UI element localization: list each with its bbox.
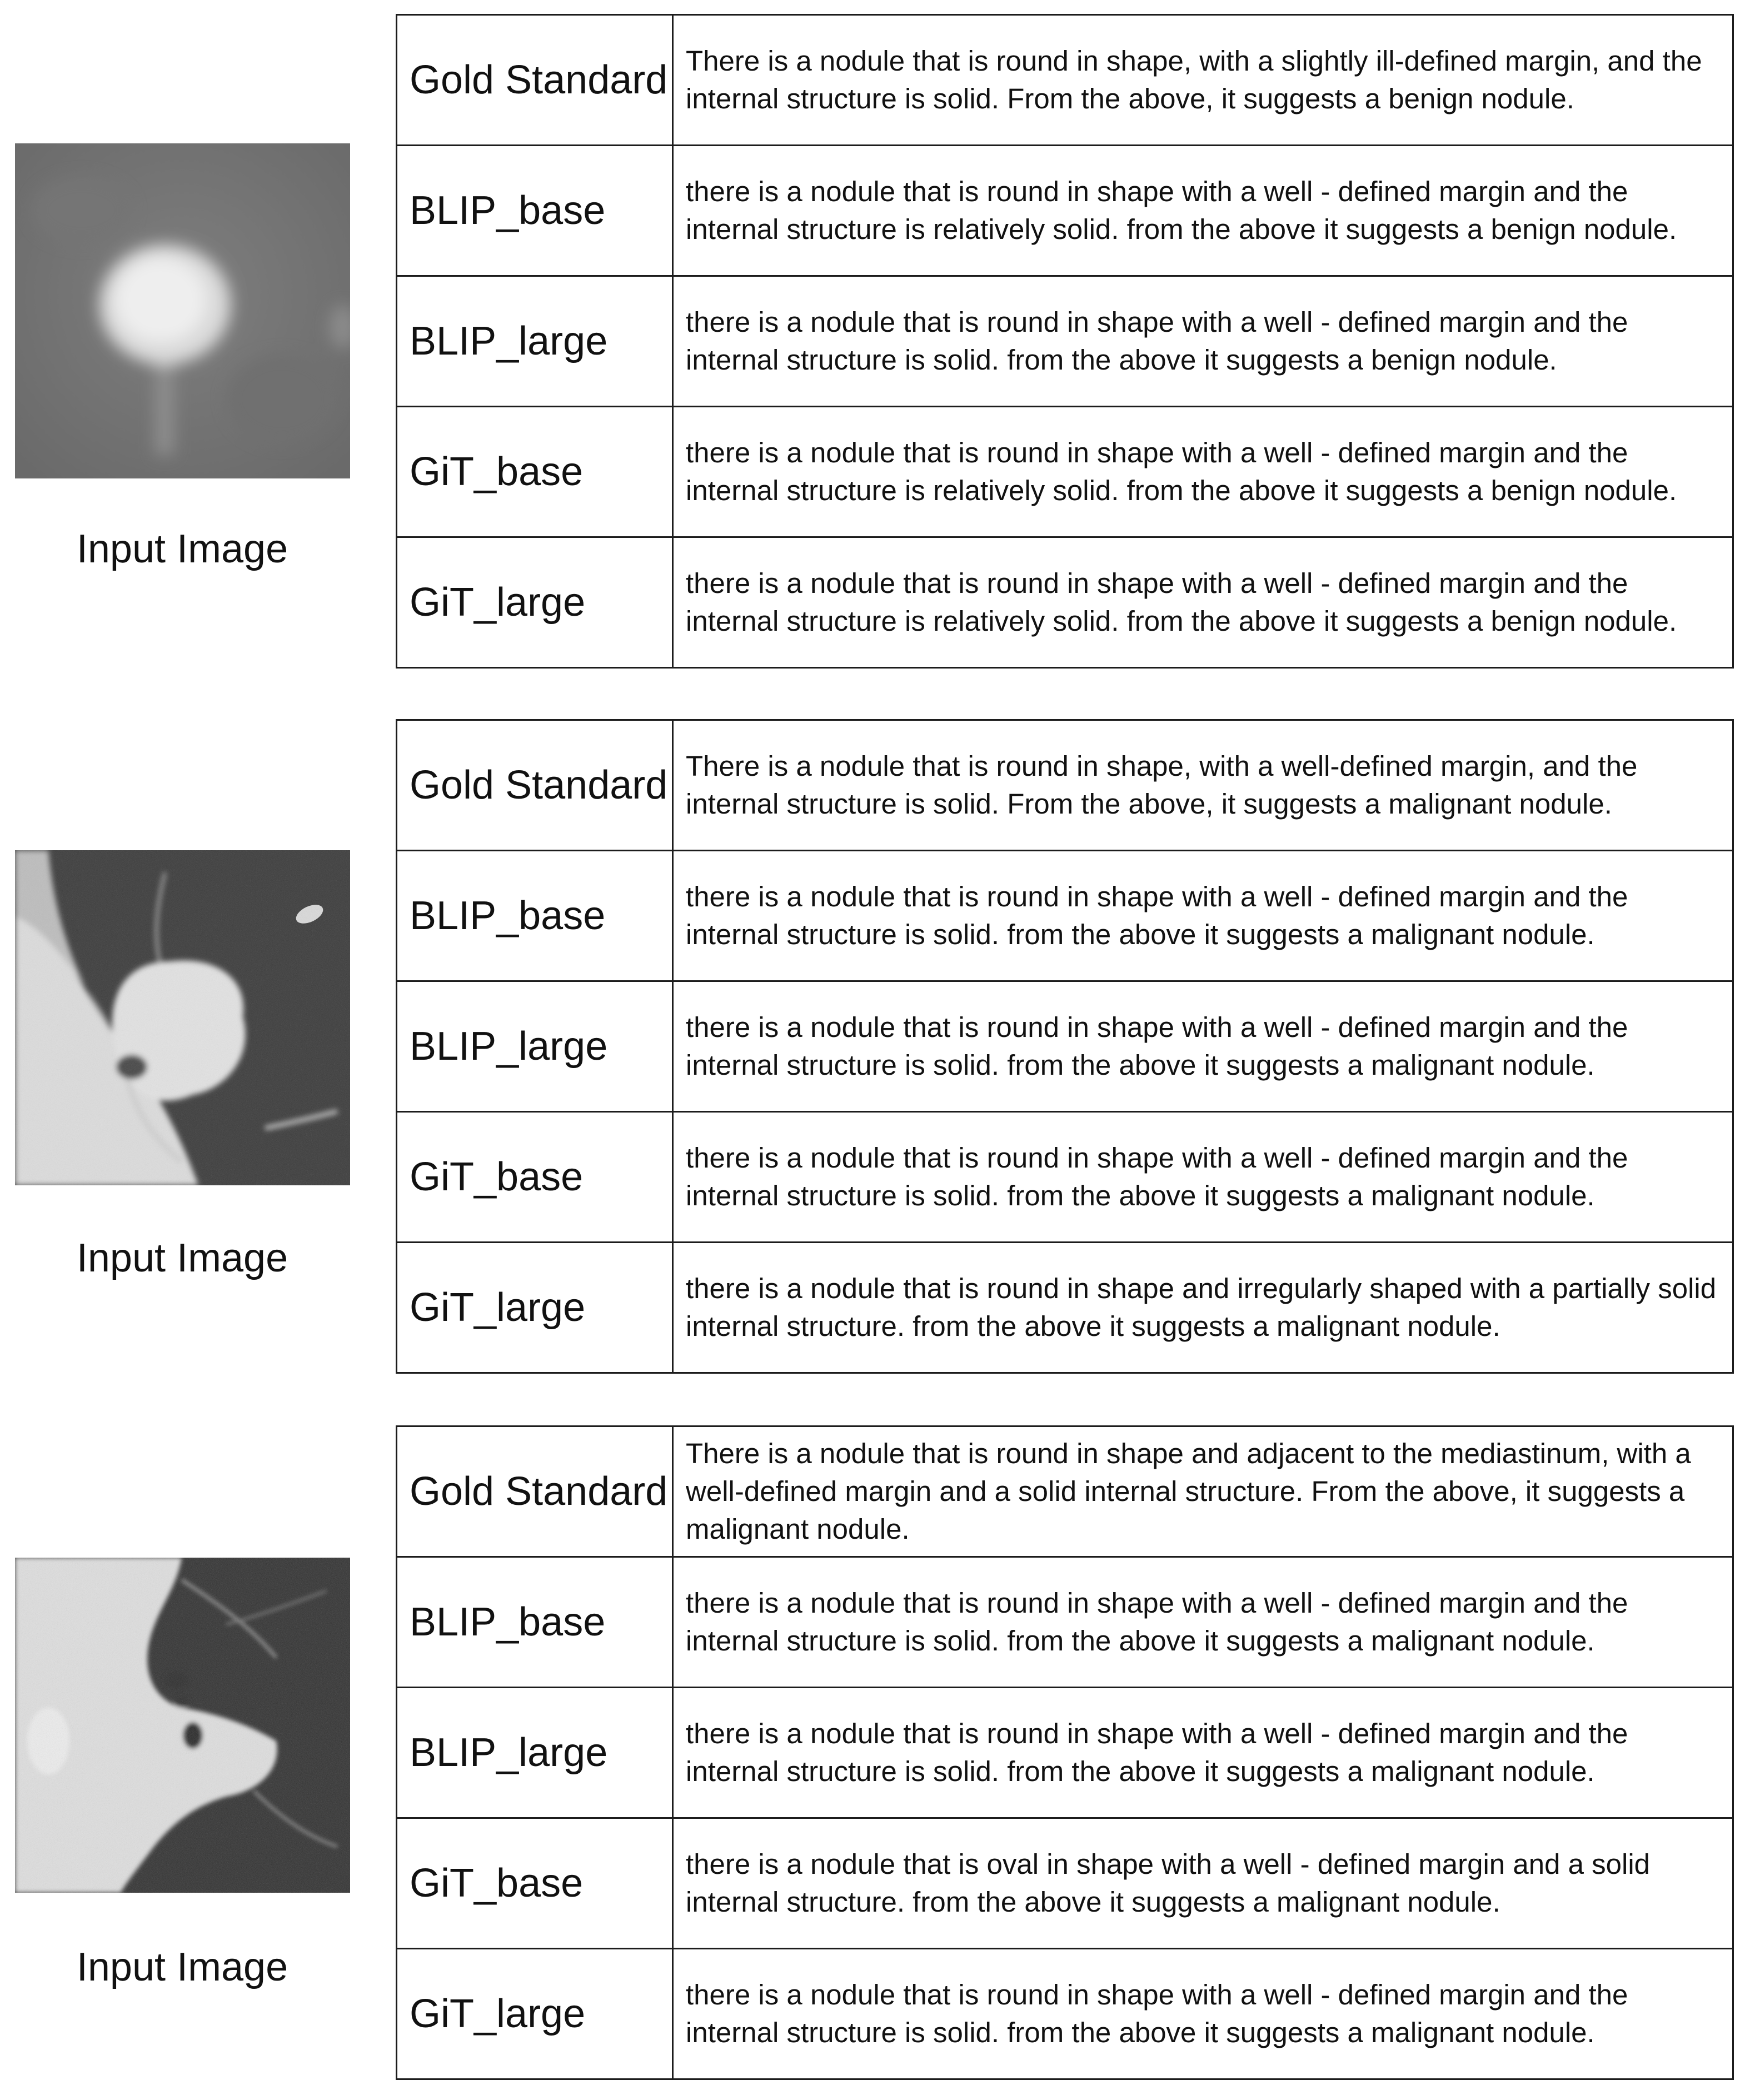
caption-text: there is a nodule that is round in shape with a well - defined margin and the internal structure is solid. from the above it suggests a malignant nodule. (673, 981, 1733, 1112)
input-image-caption: Input Image (76, 1945, 288, 1989)
table-row (397, 276, 1733, 407)
table-row (397, 981, 1733, 1112)
caption-table (396, 719, 1734, 1374)
model-name: BLIP_base (397, 1557, 673, 1688)
table-row (397, 1688, 1733, 1818)
model-name: GiT_base (397, 407, 673, 537)
model-name: Gold Standard (397, 720, 673, 851)
table-row (397, 851, 1733, 981)
table-row (397, 1112, 1733, 1243)
caption-text: there is a nodule that is round in shape and irregularly shaped with a partially solid internal structure. from the above it suggests a malignant nodule. (673, 1243, 1733, 1373)
caption-text: there is a nodule that is oval in shape with a well - defined margin and a solid internal structure. from the above it suggests a malignant nodule. (673, 1818, 1733, 1949)
model-name: GiT_base (397, 1818, 673, 1949)
caption-text: there is a nodule that is round in shape with a well - defined margin and the internal structure is relatively solid. from the above it suggests a benign nodule. (673, 146, 1733, 276)
model-name: BLIP_base (397, 146, 673, 276)
model-name: GiT_large (397, 537, 673, 668)
table-row (397, 1243, 1733, 1373)
ct-image-mediastinal-nodule (15, 1558, 350, 1893)
table-row (397, 537, 1733, 668)
caption-table (396, 1425, 1734, 2080)
model-name: BLIP_large (397, 276, 673, 407)
caption-text: there is a nodule that is round in shape with a well - defined margin and the internal structure is solid. from the above it suggests a malignant nodule. (673, 851, 1733, 981)
table-row (397, 15, 1733, 146)
caption-text: There is a nodule that is round in shape, with a well-defined margin, and the internal structure is solid. From the above, it suggests a malignant nodule. (673, 720, 1733, 851)
model-name: BLIP_base (397, 851, 673, 981)
table-row (397, 1818, 1733, 1949)
model-name: Gold Standard (397, 15, 673, 146)
table-row (397, 1426, 1733, 1557)
caption-text: there is a nodule that is round in shape with a well - defined margin and the internal structure is solid. from the above it suggests a benign nodule. (673, 276, 1733, 407)
caption-text: there is a nodule that is round in shape with a well - defined margin and the internal structure is solid. from the above it suggests a malignant nodule. (673, 1112, 1733, 1243)
caption-text: there is a nodule that is round in shape with a well - defined margin and the internal structure is relatively solid. from the above it suggests a benign nodule. (673, 537, 1733, 668)
ct-image-benign-nodule (15, 143, 350, 478)
caption-table (396, 14, 1734, 669)
caption-text: there is a nodule that is round in shape with a well - defined margin and the internal structure is solid. from the above it suggests a malignant nodule. (673, 1688, 1733, 1818)
model-name: BLIP_large (397, 1688, 673, 1818)
model-name: GiT_base (397, 1112, 673, 1243)
caption-text: there is a nodule that is round in shape with a well - defined margin and the internal structure is solid. from the above it suggests a malignant nodule. (673, 1557, 1733, 1688)
table-row (397, 720, 1733, 851)
caption-text: There is a nodule that is round in shape and adjacent to the mediastinum, with a well-defined margin and a solid internal structure. From the above, it suggests a malignant nodule. (673, 1426, 1733, 1557)
table-row (397, 146, 1733, 276)
caption-text: there is a nodule that is round in shape with a well - defined margin and the internal structure is relatively solid. from the above it suggests a benign nodule. (673, 407, 1733, 537)
caption-text: There is a nodule that is round in shape, with a slightly ill-defined margin, and the internal structure is solid. From the above, it suggests a benign nodule. (673, 15, 1733, 146)
table-row (397, 1949, 1733, 2079)
table-row (397, 1557, 1733, 1688)
caption-text: there is a nodule that is round in shape with a well - defined margin and the internal structure is solid. from the above it suggests a malignant nodule. (673, 1949, 1733, 2079)
ct-image-malignant-nodule (15, 850, 350, 1185)
model-name: Gold Standard (397, 1426, 673, 1557)
model-name: BLIP_large (397, 981, 673, 1112)
model-name: GiT_large (397, 1949, 673, 2079)
input-image-caption: Input Image (76, 1236, 288, 1280)
input-image-caption: Input Image (76, 527, 288, 571)
table-row (397, 407, 1733, 537)
model-name: GiT_large (397, 1243, 673, 1373)
